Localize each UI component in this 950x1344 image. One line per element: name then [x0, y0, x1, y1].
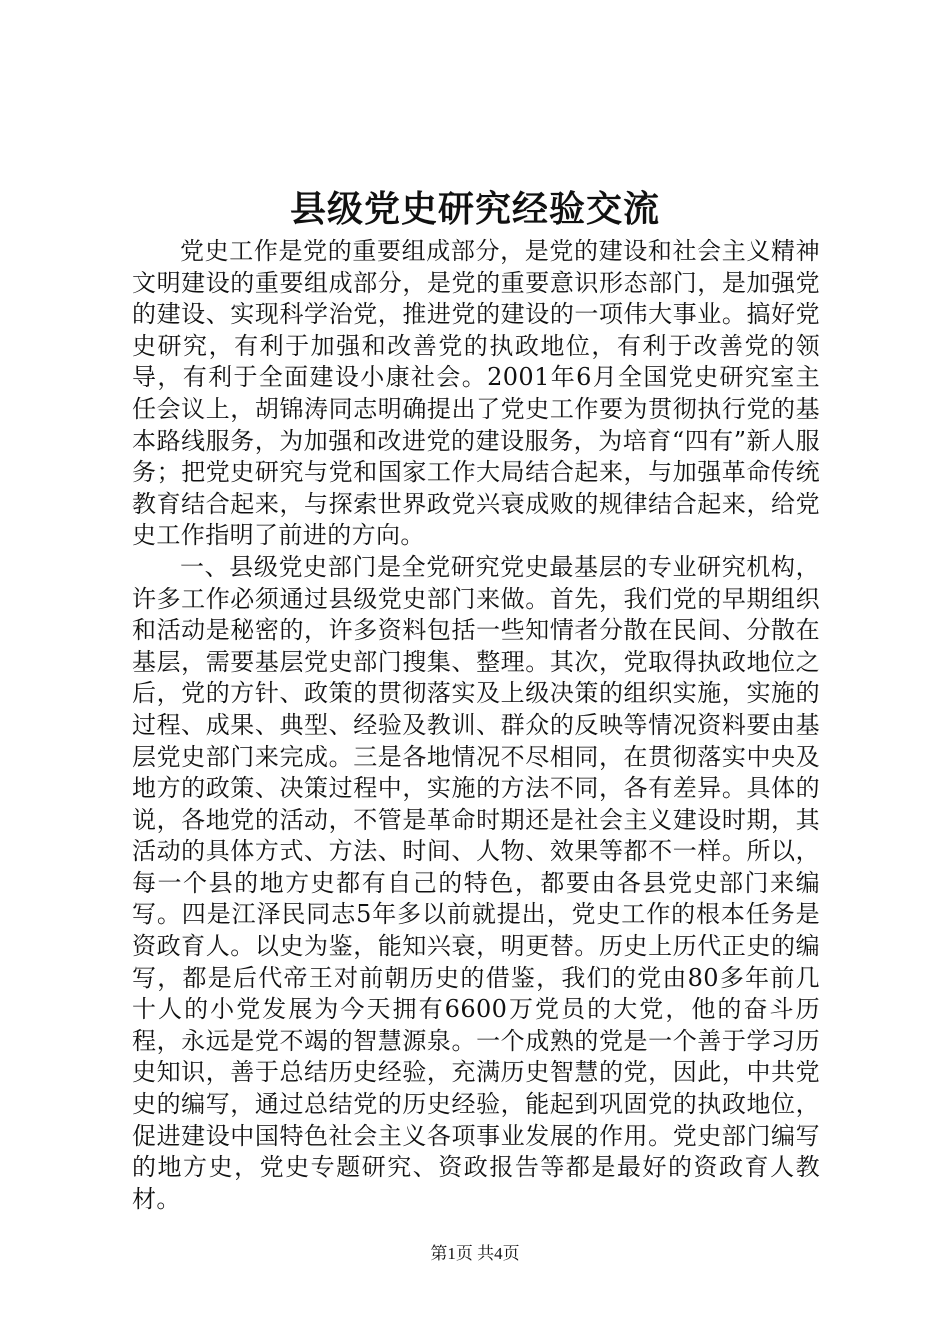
- paragraph-intro: 党史工作是党的重要组成部分，是党的建设和社会主义精神文明建设的重要组成部分，是党的重要意识形态部门，是加强党的建设、实现科学治党，推进党的建设的一项伟大事业。搞好党史研究，有利于加强和改善党的执政地位，有利于改善党的领导，有利于全面建设小康社会。2001年6月全国党史研究室主任会议上，胡锦涛同志明确提出了党史工作要为贯彻执行党的基本路线服务，为加强和改进党的建设服务，为培育“四有”新人服务；把党史研究与党和国家工作大局结合起来，与加强革命传统教育结合起来，与探索世界政党兴衰成败的规律结合起来，给党史工作指明了前进的方向。: [132, 237, 820, 550]
- document-title: 县级党史研究经验交流: [289, 188, 660, 230]
- paragraph-section-one: 一、县级党史部门是全党研究党史最基层的专业研究机构，许多工作必须通过县级党史部门来做。首先，我们党的早期组织和活动是秘密的，许多资料包括一些知情者分散在民间、分散在基层，需要基层党史部门搜集、整理。其次，党取得执政地位之后，党的方针、政策的贯彻落实及上级决策的组织实施，实施的过程、成果、典型、经验及教训、群众的反映等情况资料要由基层党史部门来完成。三是各地情况不尽相同，在贯彻落实中央及地方的政策、决策过程中，实施的方法不同，各有差异。具体的说，各地党的活动，不管是革命时期还是社会主义建设时期，其活动的具体方式、方法、时间、人物、效果等都不一样。所以，每一个县的地方史都有自己的特色，都要由各县党史部门来编写。四是江泽民同志5年多以前就提出，党史工作的根本任务是资政育人。以史为鉴，能知兴衰，明更替。历史上历代正史的编写，都是后代帝王对前朝历史的借鉴，我们的党由80多年前几十人的小党发展为今天拥有6600万党员的大党，他的奋斗历程，永远是党不竭的智慧源泉。一个成熟的党是一个善于学习历史知识，善于总结历史经验，充满历史智慧的党，因此，中共党史的编写，通过总结党的历史经验，能起到巩固党的执政地位，促进建设中国特色社会主义各项事业发展的作用。党史部门编写的地方史，党史专题研究、资政报告等都是最好的资政育人教材。: [132, 552, 820, 1213]
- document-body: [132, 236, 820, 1215]
- page-number: 第1页 共4页: [430, 1244, 520, 1263]
